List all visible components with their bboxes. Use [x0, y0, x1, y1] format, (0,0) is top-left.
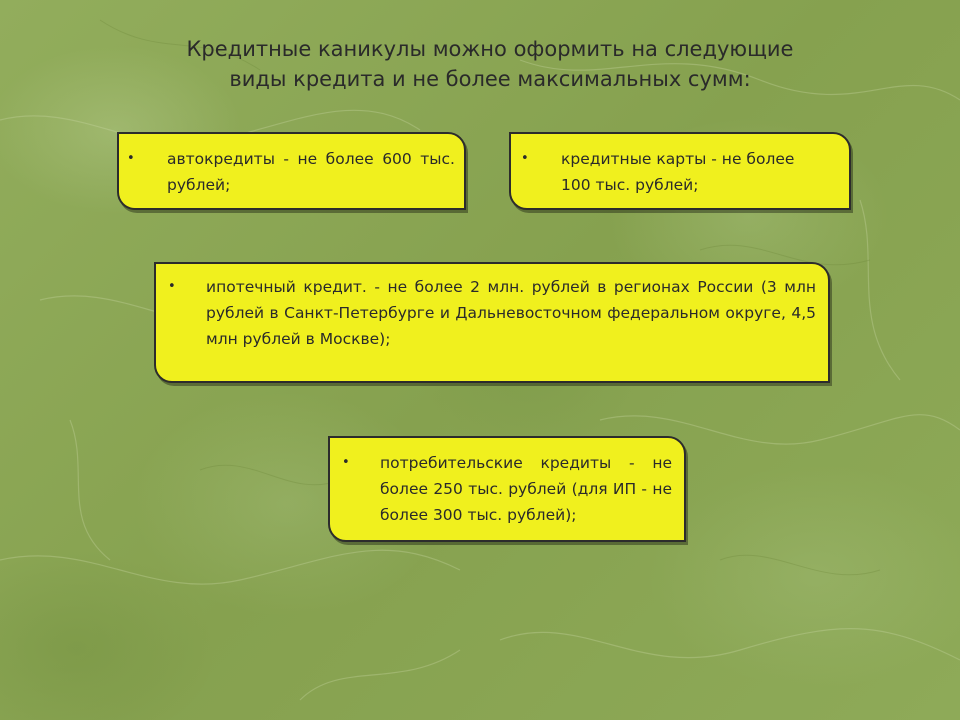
consumer-loan-text: потребительские кредиты - не более 250 тыс. рублей (для ИП - не более 300 тыс. рублей);: [380, 454, 672, 524]
consumer-loan-box: [328, 436, 686, 542]
car-loan-text: автокредиты - не более 600 тыс. рублей;: [167, 150, 455, 194]
bullet: •: [342, 455, 350, 470]
bullet: •: [168, 279, 176, 294]
bullet: •: [127, 151, 135, 166]
credit-card-text: кредитные карты - не более 100 тыс. рублей;: [561, 150, 795, 194]
title-line-2: виды кредита и не более максимальных сумм:: [229, 67, 751, 91]
mortgage-text: ипотечный кредит. - не более 2 млн. рублей в регионах России (3 млн рублей в Санкт-Петербурге и Дальневосточном федеральном округе, 4,5 млн рублей в Москве);: [206, 278, 816, 348]
credit-card-box: [509, 132, 851, 210]
title-line-1: Кредитные каникулы можно оформить на следующие: [186, 37, 794, 61]
mortgage-box: [154, 262, 830, 383]
car-loan-box: [117, 132, 466, 210]
slide-title: [130, 34, 850, 94]
bullet: •: [521, 151, 529, 166]
